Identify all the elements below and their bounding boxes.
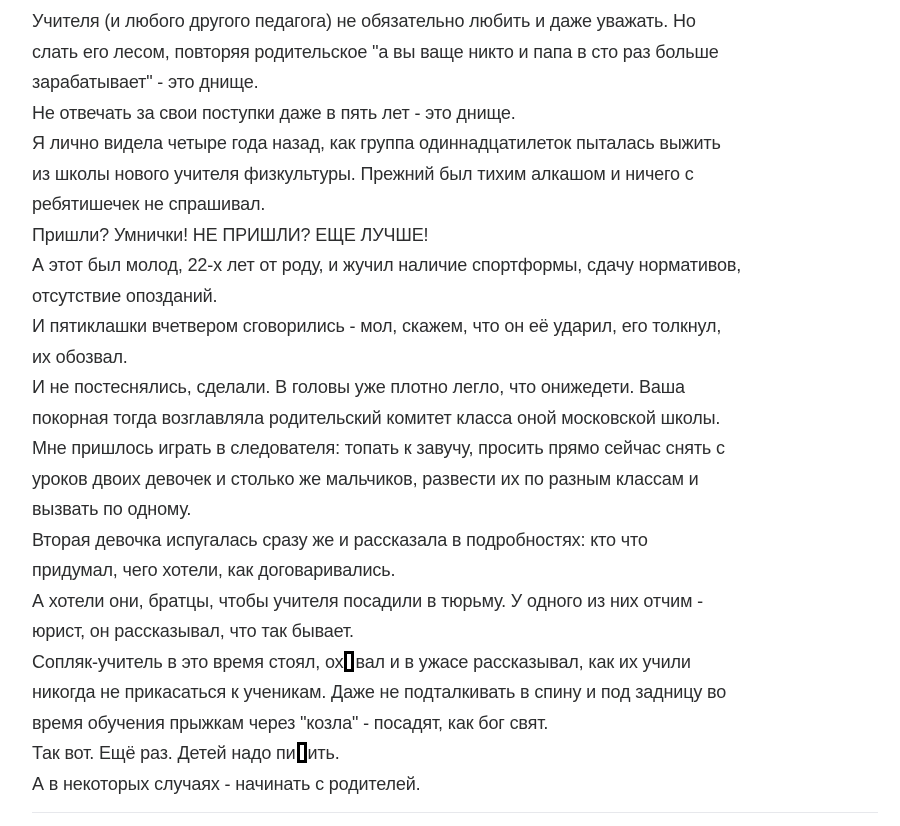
- post-line: Вторая девочка испугалась сразу же и рассказала в подробностях: кто что: [32, 529, 648, 550]
- post-line: время обучения прыжкам через "козла" - посадят, как бог свят.: [32, 712, 549, 733]
- censored-text-before: Сопляк-учитель в это время стоял, ох: [32, 651, 344, 672]
- post-line-censored: [32, 647, 882, 678]
- post-line: уроков двоих девочек и столько же мальчиков, развести их по разным классам и: [32, 468, 699, 489]
- censor-box-icon: [297, 742, 307, 763]
- post-divider: [32, 812, 878, 813]
- post-line: зарабатывает" - это днище.: [32, 72, 259, 92]
- post-line: покорная тогда возглавляла родительский комитет класса оной московской школы.: [32, 407, 721, 428]
- censor-box-icon: [344, 651, 354, 672]
- post-line: Не отвечать за свои поступки даже в пять лет - это днище.: [32, 102, 516, 123]
- censored-text-before: Так вот. Ещё раз. Детей надо пи: [32, 743, 296, 763]
- post-line: А хотели они, братцы, чтобы учителя посадили в тюрьму. У одного из них отчим -: [32, 590, 703, 611]
- post-line: Учителя (и любого другого педагога) не обязательно любить и даже уважать. Но: [32, 11, 696, 31]
- post-line: И не постеснялись, сделали. В головы уже плотно легло, что онижедети. Ваша: [32, 377, 685, 397]
- post-line: Пришли? Умнички! НЕ ПРИШЛИ? ЕЩЕ ЛУЧШЕ!: [32, 224, 429, 245]
- post-text: [32, 6, 882, 799]
- post-line: вызвать по одному.: [32, 499, 192, 519]
- post-line: никогда не прикасаться к ученикам. Даже не подталкивать в спину и под задницу во: [32, 682, 727, 702]
- post-line: А этот был молод, 22-х лет от роду, и жучил наличие спортформы, сдачу нормативов,: [32, 255, 742, 275]
- post-line: А в некоторых случаях - начинать с родителей.: [32, 773, 421, 794]
- post-line: ребятишечек не спрашивал.: [32, 194, 266, 214]
- censored-text-after: вал и в ужасе рассказывал, как их учили: [355, 651, 691, 672]
- post-line: из школы нового учителя физкультуры. Прежний был тихим алкашом и ничего с: [32, 163, 694, 184]
- post-line: Мне пришлось играть в следователя: топать к завучу, просить прямо сейчас снять с: [32, 438, 725, 458]
- censored-text-after: ить.: [307, 743, 340, 763]
- post-line: И пятиклашки вчетвером сговорились - мол, скажем, что он её ударил, его толкнул,: [32, 316, 722, 336]
- post-line: Я лично видела четыре года назад, как группа одиннадцатилеток пыталась выжить: [32, 133, 721, 153]
- post-line: юрист, он рассказывал, что так бывает.: [32, 621, 354, 641]
- post-line: придумал, чего хотели, как договаривались.: [32, 560, 396, 580]
- post-line: слать его лесом, повторяя родительское "а вы ваще никто и папа в сто раз больше: [32, 41, 719, 62]
- post-line: отсутствие опозданий.: [32, 285, 218, 306]
- post-line-censored: [32, 738, 882, 769]
- post-line: их обозвал.: [32, 346, 128, 367]
